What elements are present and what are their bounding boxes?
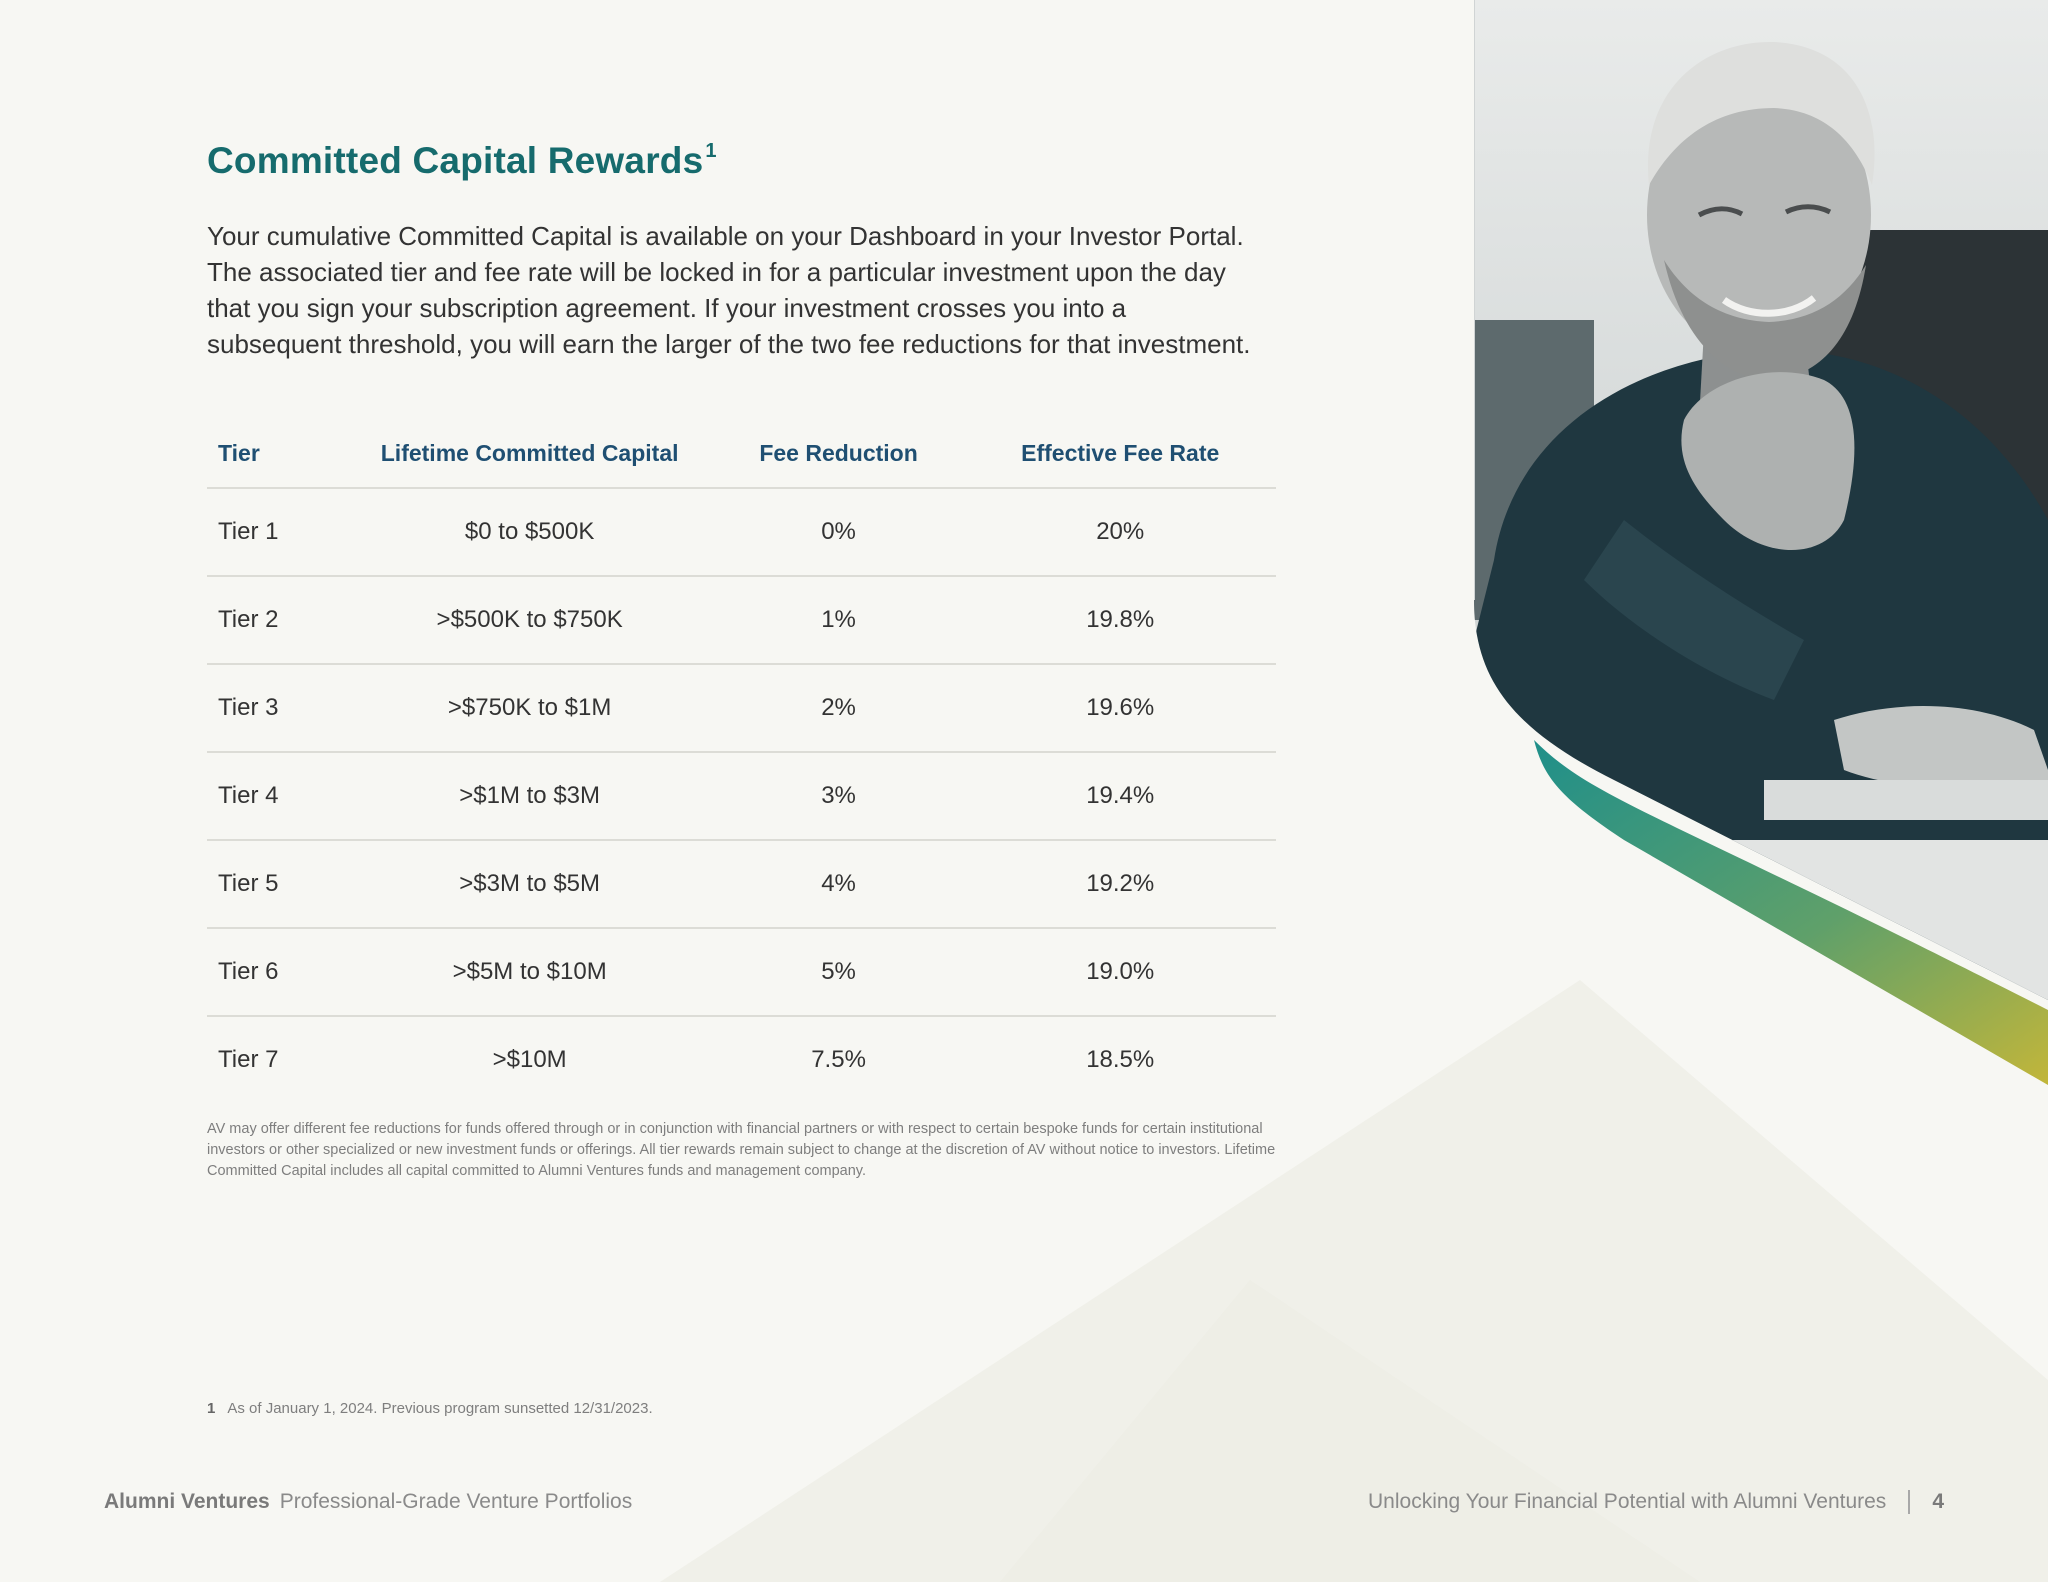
footer-document-title: Unlocking Your Financial Potential with Alumni Ventures xyxy=(1368,1490,1887,1513)
cell-effective-rate: 19.4% xyxy=(964,752,1276,840)
cell-capital: >$500K to $750K xyxy=(347,576,713,664)
cell-tier: Tier 3 xyxy=(207,664,347,752)
header-fee-reduction: Fee Reduction xyxy=(713,419,965,488)
table-row xyxy=(207,488,1276,576)
table-row xyxy=(207,664,1276,752)
footnote xyxy=(207,1400,653,1417)
cell-fee-reduction: 3% xyxy=(713,752,965,840)
footer-right xyxy=(1368,1490,1944,1514)
disclaimer-text: AV may offer different fee reductions for funds offered through or in conjunction with financial partners or with respect to certain bespoke funds for certain institutional investors or other specialized or new investment funds or offerings. All tier rewards remain subject to change at the discretion of AV without notice to investors. Lifetime Committed Capital includes all capital committed to Alumni Ventures funds and management company. xyxy=(207,1121,1276,1179)
cell-effective-rate: 18.5% xyxy=(1086,1046,1155,1073)
footer-divider xyxy=(1908,1490,1910,1514)
cell-fee-reduction: 7.5% xyxy=(811,1046,866,1073)
footnote-text: As of January 1, 2024. Previous program sunsetted 12/31/2023. xyxy=(227,1400,653,1417)
main-content xyxy=(207,140,1277,1182)
page-title xyxy=(207,140,1277,182)
page-title-text: Committed Capital Rewards xyxy=(207,140,704,181)
footnote-marker: 1 xyxy=(705,140,717,162)
header-effective-fee-rate: Effective Fee Rate xyxy=(964,419,1276,488)
cell-fee-reduction: 5% xyxy=(713,928,965,1016)
cell-effective-rate: 19.0% xyxy=(964,928,1276,1016)
footer-tagline: Professional-Grade Venture Portfolios xyxy=(279,1490,633,1513)
cell-capital: >$1M to $3M xyxy=(347,752,713,840)
table-row xyxy=(207,840,1276,928)
footer-left xyxy=(104,1490,632,1514)
cell-tier: Tier 2 xyxy=(207,576,347,664)
cell-effective-rate: 19.2% xyxy=(964,840,1276,928)
footnote-number: 1 xyxy=(207,1400,216,1417)
cell-fee-reduction: 0% xyxy=(713,488,965,576)
cell-effective-rate: 20% xyxy=(964,488,1276,576)
cell-capital: >$10M xyxy=(492,1046,567,1073)
cell-effective-rate: 19.6% xyxy=(964,664,1276,752)
investor-portrait-photo xyxy=(1474,0,2048,1090)
cell-fee-reduction: 4% xyxy=(713,840,965,928)
footer-brand: Alumni Ventures xyxy=(104,1490,270,1513)
cell-tier: Tier 1 xyxy=(207,488,347,576)
cell-tier: Tier 4 xyxy=(207,752,347,840)
cell-capital: >$5M to $10M xyxy=(347,928,713,1016)
cell-effective-rate: 19.8% xyxy=(964,576,1276,664)
cell-capital: $0 to $500K xyxy=(347,488,713,576)
cell-capital: >$3M to $5M xyxy=(347,840,713,928)
cell-fee-reduction: 2% xyxy=(713,664,965,752)
cell-tier: Tier 7 xyxy=(218,1046,279,1073)
table-row xyxy=(207,928,1276,1016)
table-row xyxy=(207,752,1276,840)
page-number: 4 xyxy=(1932,1490,1944,1513)
tier-table xyxy=(207,419,1276,1103)
cell-capital: >$750K to $1M xyxy=(347,664,713,752)
header-tier: Tier xyxy=(207,419,347,488)
cell-fee-reduction: 1% xyxy=(713,576,965,664)
table-row xyxy=(207,576,1276,664)
cell-tier: Tier 6 xyxy=(207,928,347,1016)
table-row xyxy=(207,1016,1276,1103)
tier-table-header-row xyxy=(207,419,1276,488)
header-lifetime-committed-capital: Lifetime Committed Capital xyxy=(347,419,713,488)
intro-paragraph: Your cumulative Committed Capital is available on your Dashboard in your Investor Portal. The associated tier and fee rate will be locked in for a particular investment upon the day that you sign your subscription agreement. If your investment crosses you into a subsequent threshold, you will earn the larger of the two fee reductions for that investment. xyxy=(207,221,1251,359)
cell-tier: Tier 5 xyxy=(207,840,347,928)
